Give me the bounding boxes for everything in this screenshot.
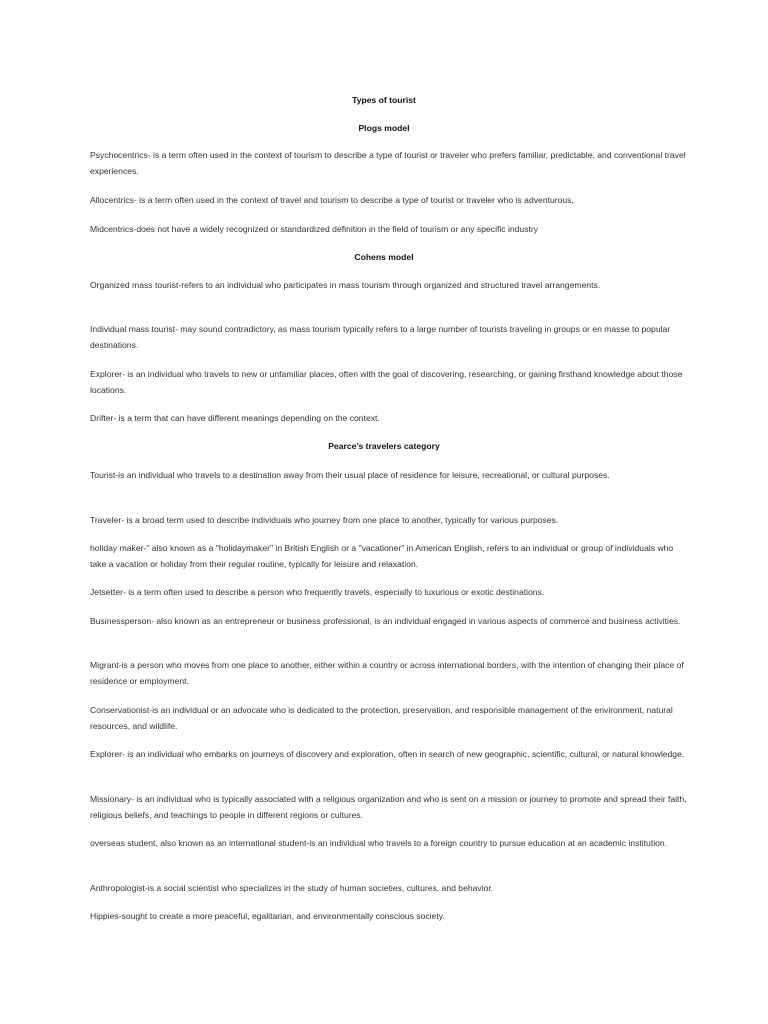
paragraph-explorer-pearce: Explorer- is an individual who embarks on journeys of discovery and exploration, often in search of new geographic, scientific, cultural, or natural knowledge. [90, 749, 685, 759]
paragraph-missionary: Missionary- is an individual who is typically associated with a religious organization and who is sent on a mission or journey to promote and spread their faith, religious beliefs, and teachings to people in different regions or cultures. [90, 794, 687, 820]
paragraph-anthropologist: Anthropologist-is a social scientist who specializes in the study of human societies, cultures, and behavior. [90, 883, 494, 893]
paragraph-overseas-student: overseas student, also known as an international student-is an individual who travels to a foreign country to pursue education at an academic institution. [90, 838, 668, 848]
paragraph-traveler: Traveler- is a broad term used to describe individuals who journey from one place to another, typically for various purposes. [90, 515, 559, 525]
paragraph-businessperson: Businessperson- also known as an entrepreneur or business professional, is an individual engaged in various aspects of commerce and business activities. [90, 616, 681, 626]
paragraph-tourist: Tourist-is an individual who travels to a destination away from their usual place of residence for leisure, recreational, or cultural purposes. [90, 470, 610, 480]
paragraph-hippies: Hippies-sought to create a more peaceful, egalitarian, and environmentally conscious society. [90, 911, 445, 921]
section-heading-cohens-model: Cohens model [354, 252, 414, 262]
paragraph-explorer-cohen: Explorer- is an individual who travels to new or unfamiliar places, often with the goal of discovering, researching, or gaining firsthand knowledge about those locations. [90, 369, 683, 395]
paragraph-midcentrics: Midcentrics-does not have a widely recognized or standardized definition in the field of tourism or any specific industry [90, 224, 539, 234]
paragraph-individual-mass-tourist: Individual mass tourist- may sound contradictory, as mass tourism typically refers to a large number of tourists traveling in groups or en masse to popular destinations. [90, 324, 671, 350]
paragraph-migrant: Migrant-is a person who moves from one place to another, either within a country or across international borders, with the intention of changing their place of residence or employment. [90, 660, 684, 686]
paragraph-allocentrics: Allocentrics- is a term often used in the context of travel and tourism to describe a type of tourist or traveler who is adventurous, [90, 195, 574, 205]
paragraph-psychocentrics: Psychocentrics- is a term often used in the context of tourism to describe a type of tourist or traveler who prefers familiar, predictable, and conventional travel experiences. [90, 150, 686, 176]
section-heading-plogs-model: Plogs model [358, 123, 410, 133]
paragraph-holiday-maker: holiday maker-" also known as a "holidaymaker" in British English or a "vacationer" in American English, refers to an individual or group of individuals who take a vacation or holiday from their regular routine, typically for leisure and relaxation. [90, 543, 674, 569]
paragraph-jetsetter: Jetsetter- is a term often used to describe a person who frequently travels, especially to luxurious or exotic destinations. [90, 587, 545, 597]
paragraph-conservationist: Conservationist-is an individual or an advocate who is dedicated to the protection, preservation, and responsible management of the environment, natural resources, and wildlife. [90, 705, 673, 731]
paragraph-drifter: Drifter- is a term that can have different meanings depending on the context. [90, 413, 380, 423]
document-title: Types of tourist [352, 95, 416, 105]
section-heading-pearces-travelers-category: Pearce’s travelers category [328, 441, 440, 451]
paragraph-organized-mass-tourist: Organized mass tourist-refers to an individual who participates in mass tourism through organized and structured travel arrangements. [90, 280, 601, 290]
